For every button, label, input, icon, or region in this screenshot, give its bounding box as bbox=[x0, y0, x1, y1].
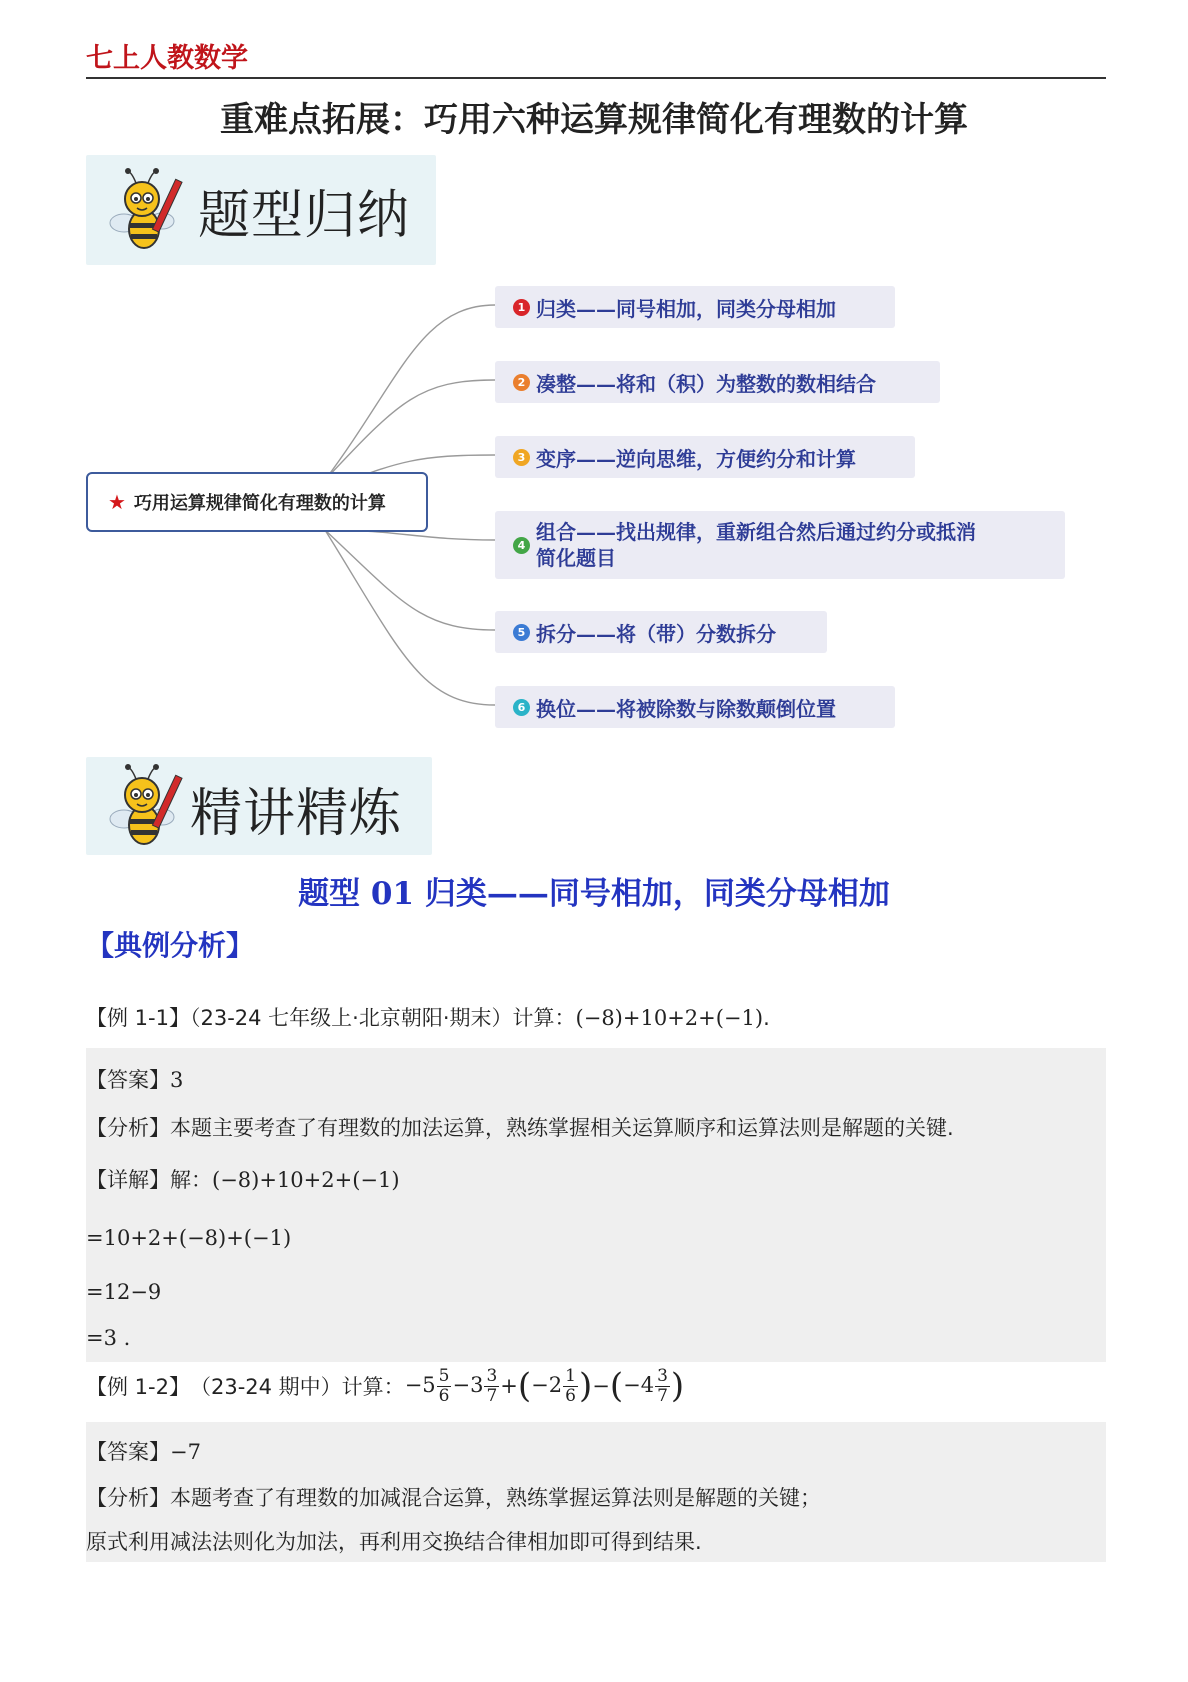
number-badge-icon: 5 bbox=[513, 624, 530, 641]
analysis-line bbox=[86, 1112, 954, 1142]
mindmap-root bbox=[86, 472, 428, 532]
example-expression: (−8)+10+2+(−1) bbox=[575, 1006, 764, 1030]
bee-mascot-icon bbox=[94, 759, 186, 851]
examples-heading: 【典例分析】 bbox=[86, 929, 255, 962]
example-1-2-question: 【例 1-2】 （23-24 期中）计算： −5 $\frac{5}{6}$ −3 $\frac{3}{7}$ + ( −2 $\frac{1}{6}$ ) − ( −4 $\frac{3}{7}$ ) bbox=[86, 1365, 685, 1406]
detail-label: 【详解】 bbox=[86, 1168, 170, 1192]
mindmap-root-label: 巧用运算规律简化有理数的计算 bbox=[133, 493, 386, 514]
example-source: （23-24 期中）计算： bbox=[189, 1375, 405, 1399]
banner-lecture-practice bbox=[86, 757, 432, 855]
solution-step: (−8)+10+2+(−1) bbox=[212, 1168, 400, 1192]
analysis-text-line2: 原式利用减法法则化为加法，再利用交换结合律相加即可得到结果. bbox=[86, 1530, 702, 1554]
answer-line bbox=[86, 1064, 183, 1094]
banner-label: 精讲精炼 bbox=[190, 784, 403, 844]
mindmap-node-5 bbox=[495, 611, 827, 653]
analysis-label: 【分析】 bbox=[86, 1116, 170, 1140]
mindmap-node-label-line2: 简化题目 bbox=[536, 546, 616, 570]
mixed-number: −3 $\frac{3}{7}$ bbox=[452, 1365, 498, 1406]
mindmap-node-2 bbox=[495, 361, 940, 403]
example-1-2-solution bbox=[86, 1422, 1106, 1562]
detail-prefix: 解： bbox=[170, 1168, 212, 1192]
detail-line bbox=[86, 1164, 400, 1194]
example-label: 【例 1-1】 bbox=[86, 1006, 190, 1030]
banner-label: 题型归纳 bbox=[198, 186, 411, 246]
section-title: 题型 01 归类——同号相加，同类分母相加 bbox=[298, 876, 890, 912]
mindmap-node-label: 换位——将被除数与除数颠倒位置 bbox=[536, 696, 836, 721]
mixed-number: −2 $\frac{1}{6}$ bbox=[531, 1365, 576, 1406]
analysis-text: 本题主要考查了有理数的加法运算，熟练掌握相关运算顺序和运算法则是解题的关键. bbox=[170, 1116, 954, 1140]
analysis-text: 本题考查了有理数的加减混合运算，熟练掌握运算法则是解题的关键； bbox=[170, 1486, 821, 1510]
analysis-label: 【分析】 bbox=[86, 1486, 170, 1510]
example-source: （23-24 七年级上·北京朝阳·期末）计算： bbox=[189, 1006, 576, 1030]
mindmap-node-label: 归类——同号相加，同类分母相加 bbox=[536, 296, 836, 321]
star-icon: ★ bbox=[108, 490, 126, 514]
number-badge-icon: 4 bbox=[513, 537, 530, 554]
mixed-number: −5 $\frac{5}{6}$ bbox=[404, 1365, 450, 1406]
answer-line bbox=[86, 1436, 201, 1466]
page-title: 重难点拓展：巧用六种运算规律简化有理数的计算 bbox=[220, 100, 968, 140]
mindmap-node-6 bbox=[495, 686, 895, 728]
example-1-1-question bbox=[86, 1002, 770, 1032]
analysis-line bbox=[86, 1482, 821, 1512]
example-1-1-solution bbox=[86, 1048, 1106, 1362]
solution-step: =10+2+(−8)+(−1) bbox=[86, 1226, 292, 1250]
answer-value: −7 bbox=[170, 1440, 201, 1464]
answer-label: 【答案】 bbox=[86, 1440, 170, 1464]
number-badge-icon: 6 bbox=[513, 699, 530, 716]
answer-value: 3 bbox=[170, 1068, 184, 1092]
brand-header: 七上人教数学 bbox=[86, 43, 248, 74]
solution-step: =12−9 bbox=[86, 1280, 162, 1304]
answer-label: 【答案】 bbox=[86, 1068, 170, 1092]
mindmap-node-3 bbox=[495, 436, 915, 478]
number-badge-icon: 3 bbox=[513, 449, 530, 466]
mindmap-node-label: 凑整——将和（积）为整数的数相结合 bbox=[536, 371, 876, 396]
number-badge-icon: 2 bbox=[513, 374, 530, 391]
minus-sign: − bbox=[592, 1374, 610, 1398]
plus-sign: + bbox=[500, 1374, 518, 1398]
mindmap-node-label: 拆分——将（带）分数拆分 bbox=[536, 621, 776, 646]
number-badge-icon: 1 bbox=[513, 299, 530, 316]
mixed-number: −4 $\frac{3}{7}$ bbox=[623, 1365, 668, 1406]
mindmap-node-4 bbox=[495, 511, 1065, 579]
mindmap-node-label: 变序——逆向思维，方便约分和计算 bbox=[536, 446, 856, 471]
example-end: . bbox=[763, 1006, 770, 1030]
mindmap-node-1 bbox=[495, 286, 895, 328]
solution-step: =3 . bbox=[86, 1326, 131, 1350]
mindmap-node-label: 组合——找出规律，重新组合然后通过约分或抵消 bbox=[536, 520, 976, 544]
example-label: 【例 1-2】 bbox=[86, 1375, 190, 1399]
